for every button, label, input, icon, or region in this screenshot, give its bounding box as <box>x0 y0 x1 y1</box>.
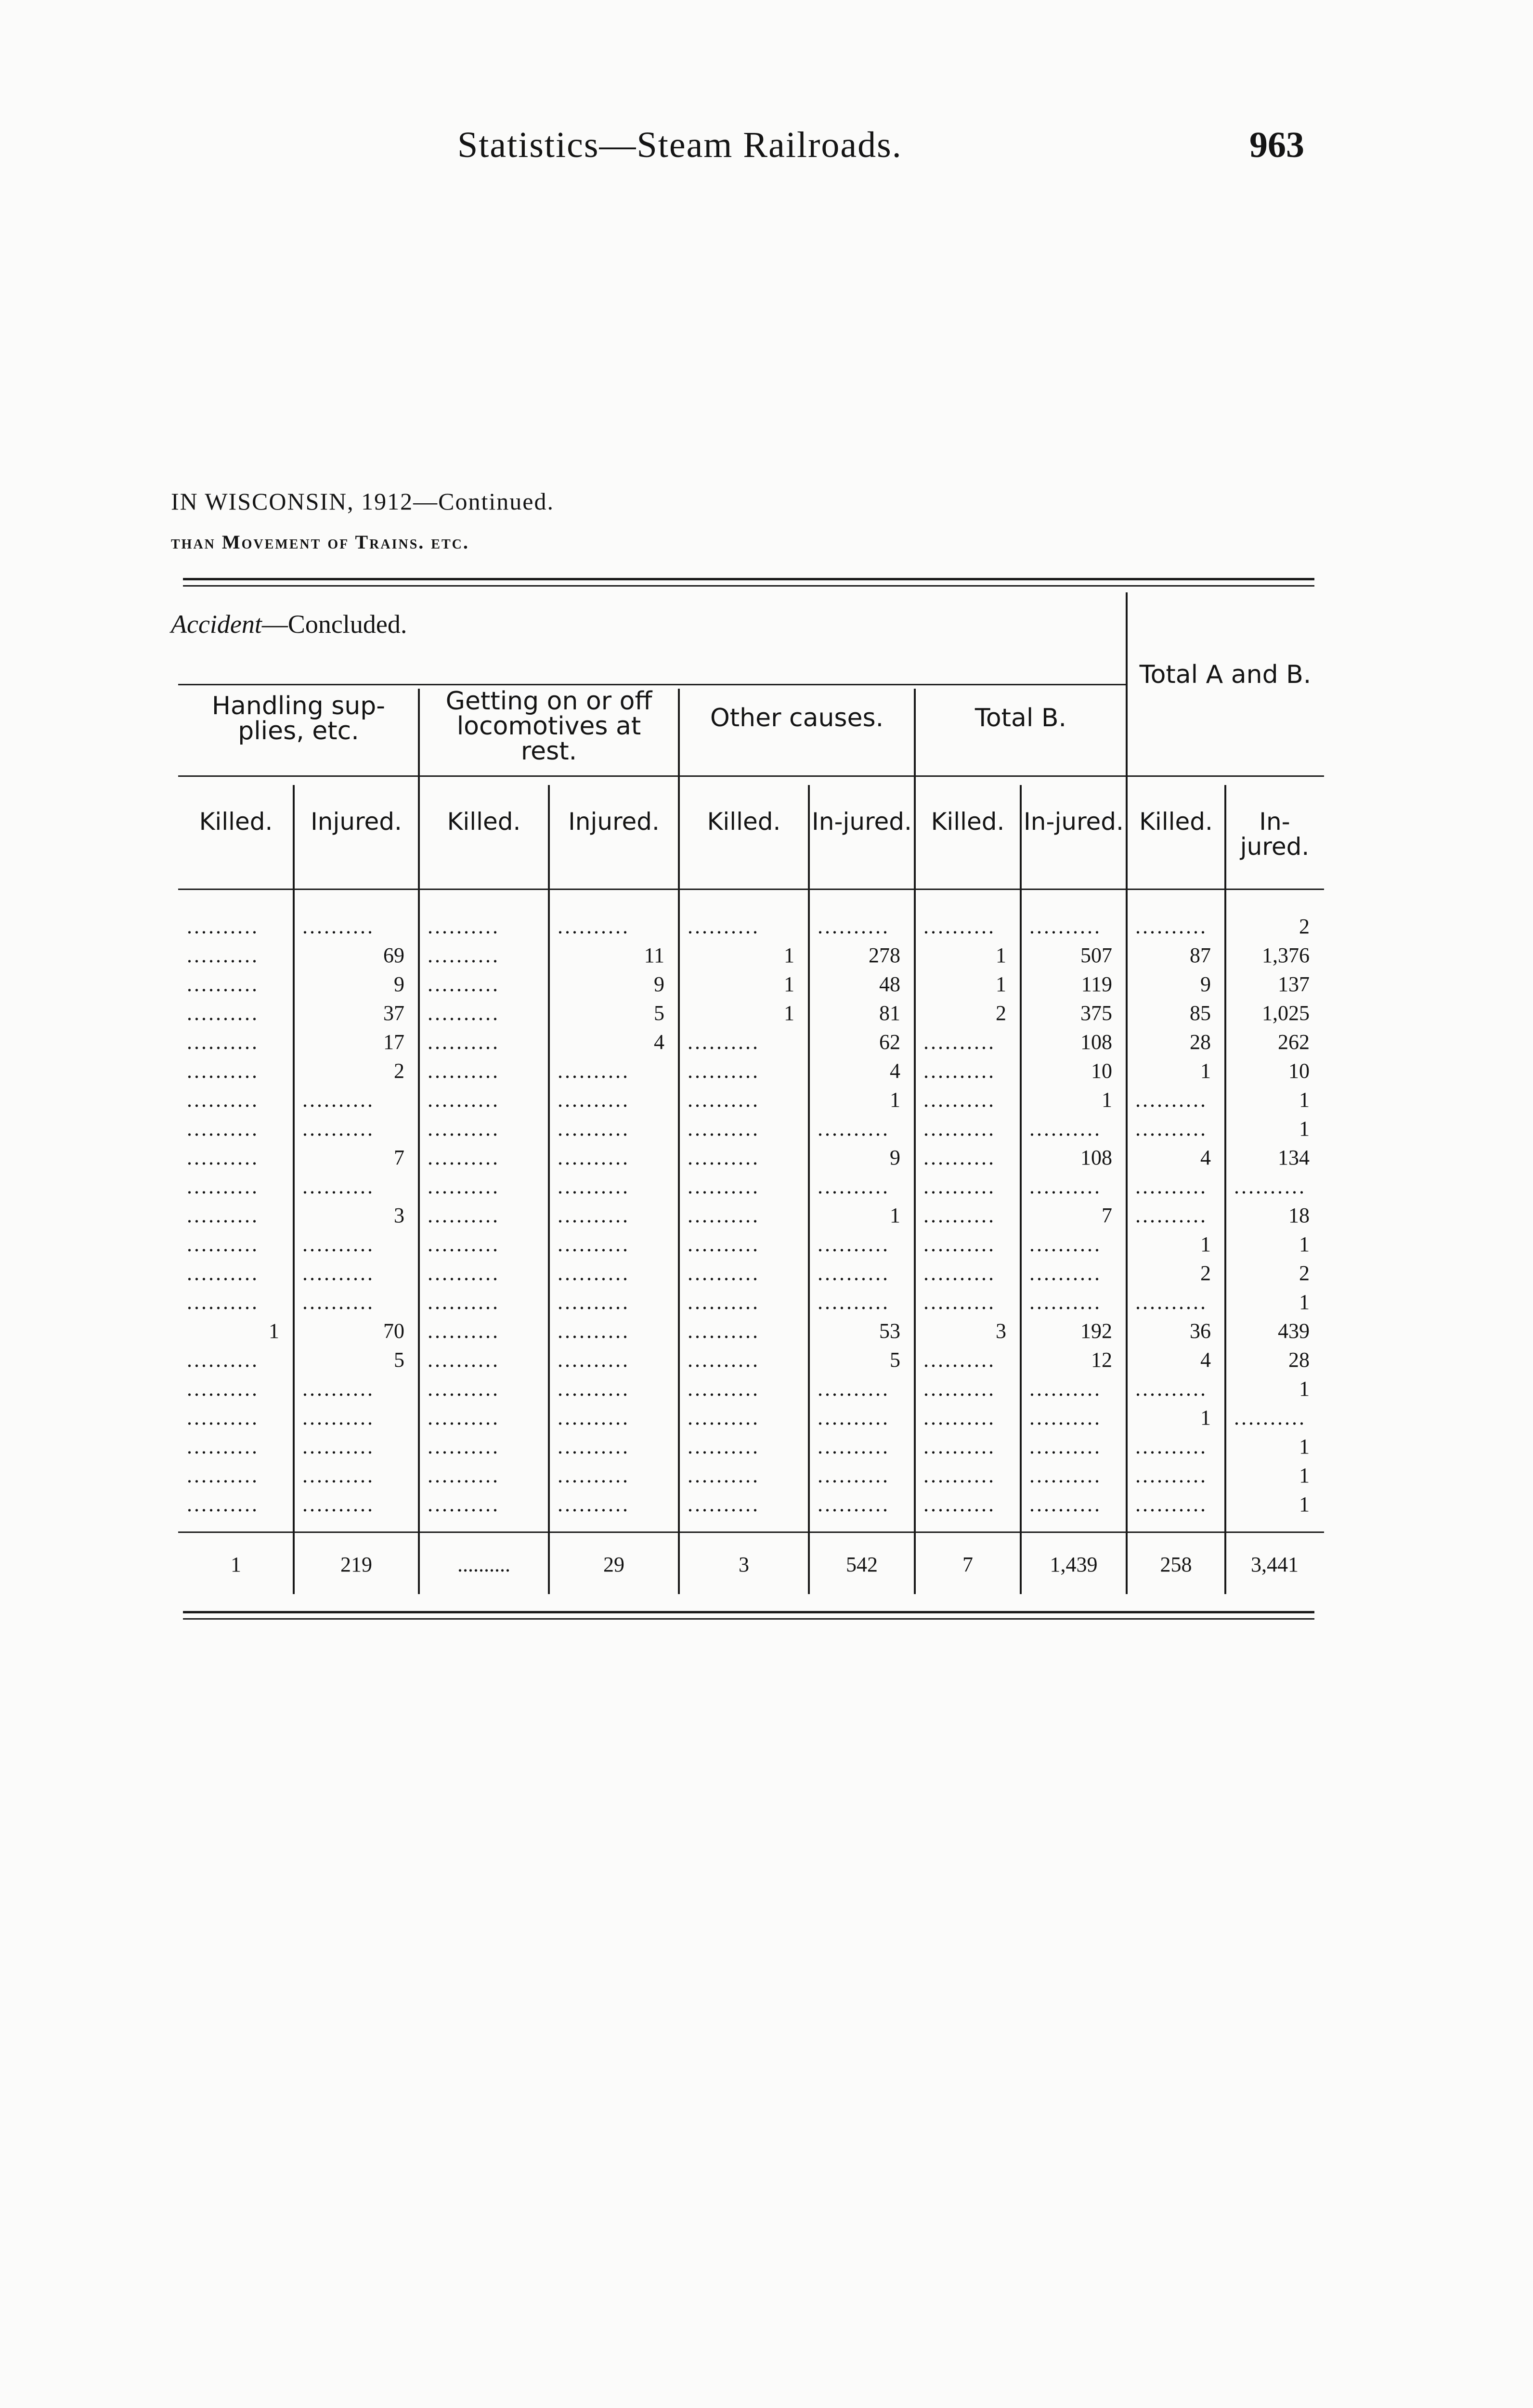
table-cell: .......... <box>558 1290 630 1314</box>
table-cell: .......... <box>558 1232 630 1256</box>
table-cell: 17 <box>383 1030 404 1054</box>
table-cell: 1 <box>1102 1088 1112 1112</box>
table-cell: 4 <box>1200 1348 1211 1372</box>
table-cell: .......... <box>688 1319 760 1343</box>
table-cell: .......... <box>923 1117 996 1140</box>
total-cell: 542 <box>846 1553 878 1576</box>
table-cell: .......... <box>818 1406 890 1429</box>
table-cell: .......... <box>923 1348 996 1372</box>
table-cell: 37 <box>383 1001 404 1025</box>
table-cell: .......... <box>558 1261 630 1285</box>
table-cell: .......... <box>923 1406 996 1429</box>
table-cell: .......... <box>688 1117 760 1140</box>
rule-under-column-header <box>178 889 1324 890</box>
table-cell: 28 <box>1190 1030 1211 1054</box>
column-header-3: Killed. <box>447 808 521 836</box>
table-cell: 119 <box>1081 972 1112 996</box>
table-cell: .......... <box>1135 1435 1208 1458</box>
table-cell: .......... <box>558 1348 630 1372</box>
table-cell: .......... <box>1029 1464 1102 1487</box>
column-divider-8 <box>1126 592 1128 1594</box>
group-header-4: Total B. <box>974 704 1067 733</box>
page-number: 963 <box>1249 125 1304 165</box>
column-divider-7 <box>1020 785 1022 1594</box>
table-cell: .......... <box>1029 1232 1102 1256</box>
table-cell: 11 <box>644 943 664 967</box>
table-cell: 4 <box>654 1030 664 1054</box>
table-cell: 1 <box>269 1319 279 1343</box>
table-cell: .......... <box>688 1232 760 1256</box>
table-cell: 1 <box>1299 1290 1310 1314</box>
table-cell: 69 <box>383 943 404 967</box>
table-cell: .......... <box>558 1204 630 1227</box>
table-cell: .......... <box>923 1492 996 1516</box>
table-cell: .......... <box>923 1377 996 1400</box>
table-cell: .......... <box>688 1464 760 1487</box>
column-divider-3 <box>548 785 550 1594</box>
column-header-1: Killed. <box>199 808 273 836</box>
table-cell: .......... <box>302 915 375 938</box>
table-cell: 85 <box>1190 1001 1211 1025</box>
table-cell: 439 <box>1278 1319 1310 1343</box>
table-cell: .......... <box>1029 1117 1102 1140</box>
table-cell: 1 <box>890 1088 900 1112</box>
table-cell: 3 <box>996 1319 1006 1343</box>
table-cell: .......... <box>428 1464 500 1487</box>
table-cell: 2 <box>1200 1261 1211 1285</box>
table-cell: .......... <box>428 1117 500 1140</box>
table-cell: .......... <box>1029 1377 1102 1400</box>
table-cell: .......... <box>923 1030 996 1054</box>
column-header-10: In-jured. <box>1240 808 1310 861</box>
table-cell: 5 <box>654 1001 664 1025</box>
table-cell: .......... <box>558 915 630 938</box>
table-cell: .......... <box>923 1175 996 1198</box>
table-cell: 28 <box>1288 1348 1310 1372</box>
table-cell: .......... <box>428 943 500 967</box>
table-cell: .......... <box>187 1117 259 1140</box>
column-header-8: In-jured. <box>1024 808 1124 836</box>
table-cell: .......... <box>428 1406 500 1429</box>
table-cell: .......... <box>302 1492 375 1516</box>
table-cell: 81 <box>879 1001 900 1025</box>
table-cell: 1 <box>996 943 1006 967</box>
table-cell: .......... <box>187 1059 259 1083</box>
table-cell: .......... <box>1234 1175 1306 1198</box>
table-cell: 1 <box>1200 1232 1211 1256</box>
table-cell: .......... <box>688 1406 760 1429</box>
statistics-table <box>178 655 1324 1594</box>
table-cell: 108 <box>1080 1146 1112 1169</box>
total-cell: 3 <box>739 1553 749 1576</box>
table-cell: .......... <box>558 1492 630 1516</box>
table-cell: .......... <box>187 1030 259 1054</box>
table-cell: .......... <box>818 1492 890 1516</box>
table-cell: .......... <box>302 1290 375 1314</box>
table-cell: .......... <box>187 1377 259 1400</box>
table-cell: 36 <box>1190 1319 1211 1343</box>
column-header-2: Injured. <box>311 808 402 836</box>
table-cell: .......... <box>187 1175 259 1198</box>
column-divider-5 <box>808 785 810 1594</box>
table-cell: .......... <box>428 1435 500 1458</box>
table-cell: 1 <box>996 972 1006 996</box>
table-cell: 87 <box>1190 943 1211 967</box>
table-cell: .......... <box>428 1290 500 1314</box>
table-cell: 1 <box>784 972 794 996</box>
table-cell: .......... <box>923 1146 996 1169</box>
table-cell: .......... <box>688 1348 760 1372</box>
table-cell: 2 <box>996 1001 1006 1025</box>
table-cell: .......... <box>428 1377 500 1400</box>
table-cell: .......... <box>688 1290 760 1314</box>
table-cell: .......... <box>187 1088 259 1112</box>
table-cell: .......... <box>558 1464 630 1487</box>
table-cell: 70 <box>383 1319 404 1343</box>
table-cell: .......... <box>187 1261 259 1285</box>
rule-under-label <box>178 684 1127 685</box>
table-cell: 1 <box>890 1204 900 1227</box>
table-cell: 278 <box>869 943 900 967</box>
total-cell: 1,439 <box>1050 1553 1098 1576</box>
table-cell: .......... <box>428 1261 500 1285</box>
table-cell: 1 <box>1299 1117 1310 1140</box>
table-cell: 62 <box>879 1030 900 1054</box>
table-cell: 10 <box>1288 1059 1310 1083</box>
bottom-rule-thin <box>183 1618 1314 1620</box>
table-cell: 9 <box>394 972 404 996</box>
table-cell: 1 <box>1299 1232 1310 1256</box>
table-cell: .......... <box>688 1030 760 1054</box>
table-cell: .......... <box>558 1435 630 1458</box>
table-cell: 137 <box>1278 972 1310 996</box>
table-cell: 9 <box>890 1146 900 1169</box>
table-cell: .......... <box>428 1319 500 1343</box>
table-cell: .......... <box>818 1232 890 1256</box>
table-cell: 5 <box>890 1348 900 1372</box>
table-cell: 10 <box>1091 1059 1112 1083</box>
table-cell: .......... <box>923 1059 996 1083</box>
table-cell: .......... <box>302 1232 375 1256</box>
total-cell: 29 <box>603 1553 624 1576</box>
bottom-rule <box>183 1611 1314 1613</box>
table-cell: .......... <box>302 1377 375 1400</box>
column-header-7: Killed. <box>931 808 1005 836</box>
table-cell: .......... <box>1029 1406 1102 1429</box>
table-cell: .......... <box>818 1290 890 1314</box>
table-cell: .......... <box>187 1204 259 1227</box>
top-rule <box>183 578 1314 580</box>
table-cell: .......... <box>428 1059 500 1083</box>
table-cell: .......... <box>818 1117 890 1140</box>
table-cell: .......... <box>187 1492 259 1516</box>
table-cell: .......... <box>818 1175 890 1198</box>
table-cell: .......... <box>688 1492 760 1516</box>
table-cell: 1 <box>784 943 794 967</box>
column-divider-9 <box>1224 785 1226 1594</box>
table-cell: .......... <box>1029 1261 1102 1285</box>
table-cell: .......... <box>688 1204 760 1227</box>
table-cell: .......... <box>1029 1435 1102 1458</box>
table-cell: 9 <box>654 972 664 996</box>
table-cell: 2 <box>394 1059 404 1083</box>
table-cell: 4 <box>1200 1146 1211 1169</box>
table-cell: 3 <box>394 1204 404 1227</box>
table-cell: 12 <box>1091 1348 1112 1372</box>
table-cell: .......... <box>688 1146 760 1169</box>
table-cell: .......... <box>558 1146 630 1169</box>
table-cell: .......... <box>428 1204 500 1227</box>
table-cell: .......... <box>187 972 259 996</box>
table-cell: 18 <box>1288 1204 1310 1227</box>
table-cell: .......... <box>428 1146 500 1169</box>
table-cell: .......... <box>428 1030 500 1054</box>
table-cell: .......... <box>187 1146 259 1169</box>
table-cell: .......... <box>187 1290 259 1314</box>
table-cell: .......... <box>1135 1204 1208 1227</box>
table-cell: .......... <box>688 1377 760 1400</box>
table-cell: .......... <box>923 1464 996 1487</box>
table-cell: 1 <box>1299 1492 1310 1516</box>
table-cell: .......... <box>1029 915 1102 938</box>
table-cell: .......... <box>688 1059 760 1083</box>
table-cell: .......... <box>302 1117 375 1140</box>
column-header-9: Killed. <box>1139 808 1213 836</box>
table-cell: .......... <box>187 1001 259 1025</box>
table-cell: .......... <box>558 1088 630 1112</box>
total-cell: .......... <box>457 1553 510 1576</box>
table-cell: .......... <box>923 1204 996 1227</box>
table-cell: .......... <box>187 1348 259 1372</box>
table-cell: 7 <box>1102 1204 1112 1227</box>
column-header-5: Killed. <box>707 808 781 836</box>
table-cell: .......... <box>1135 1464 1208 1487</box>
table-cell: 108 <box>1080 1030 1112 1054</box>
table-cell: .......... <box>923 1261 996 1285</box>
table-cell: .......... <box>187 1406 259 1429</box>
table-cell: .......... <box>818 915 890 938</box>
table-cell: .......... <box>187 1464 259 1487</box>
table-cell: .......... <box>428 915 500 938</box>
group-header-2: Getting on or off locomotives at rest. <box>445 687 652 766</box>
table-cell: .......... <box>1135 1175 1208 1198</box>
table-cell: .......... <box>187 1232 259 1256</box>
table-cell: .......... <box>923 915 996 938</box>
table-cell: .......... <box>923 1290 996 1314</box>
table-cell: 2 <box>1299 915 1310 938</box>
table-cell: .......... <box>558 1377 630 1400</box>
table-cell: .......... <box>1135 1088 1208 1112</box>
table-cell: .......... <box>688 915 760 938</box>
table-cell: .......... <box>1234 1406 1306 1429</box>
table-cell: 507 <box>1080 943 1112 967</box>
table-cell: .......... <box>1135 1117 1208 1140</box>
table-cell: .......... <box>923 1435 996 1458</box>
table-cell: .......... <box>688 1088 760 1112</box>
table-cell: .......... <box>558 1059 630 1083</box>
table-cell: 1 <box>1200 1406 1211 1429</box>
table-cell: .......... <box>1135 1492 1208 1516</box>
section-label-rest: —Concluded. <box>261 610 407 639</box>
table-cell: .......... <box>818 1464 890 1487</box>
table-cell: .......... <box>818 1261 890 1285</box>
group-header-3: Other causes. <box>710 704 884 733</box>
table-cell: 1 <box>1299 1464 1310 1487</box>
table-cell: .......... <box>1135 1290 1208 1314</box>
table-cell: .......... <box>1029 1175 1102 1198</box>
table-cell: 1 <box>1299 1377 1310 1400</box>
table-cell: .......... <box>1135 915 1208 938</box>
table-cell: .......... <box>688 1175 760 1198</box>
table-cell: .......... <box>688 1261 760 1285</box>
total-cell: 219 <box>340 1553 372 1576</box>
total-cell: 1 <box>231 1553 241 1576</box>
table-cell: .......... <box>558 1319 630 1343</box>
table-cell: .......... <box>688 1435 760 1458</box>
section-label <box>171 609 407 639</box>
table-cell: 1,376 <box>1262 943 1310 967</box>
table-cell: 4 <box>890 1059 900 1083</box>
table-cell: .......... <box>923 1232 996 1256</box>
table-cell: .......... <box>1029 1290 1102 1314</box>
table-cell: .......... <box>302 1088 375 1112</box>
group-header-5: Total A and B. <box>1139 660 1312 689</box>
page-header <box>0 124 1533 177</box>
column-header-4: Injured. <box>568 808 660 836</box>
table-cell: 1,025 <box>1262 1001 1310 1025</box>
table-cell: 9 <box>1200 972 1211 996</box>
table-cell: .......... <box>428 972 500 996</box>
table-cell: .......... <box>428 1175 500 1198</box>
group-header-1: Handling sup-plies, etc. <box>211 692 386 746</box>
table-cell: .......... <box>302 1406 375 1429</box>
table-cell: 2 <box>1299 1261 1310 1285</box>
table-cell: .......... <box>818 1435 890 1458</box>
table-cell: .......... <box>428 1001 500 1025</box>
table-cell: .......... <box>187 943 259 967</box>
table-cell: .......... <box>187 1435 259 1458</box>
table-cell: .......... <box>428 1348 500 1372</box>
table-cell: 262 <box>1278 1030 1310 1054</box>
table-cell: 192 <box>1080 1319 1112 1343</box>
table-cell: 1 <box>1299 1435 1310 1458</box>
rule-under-group-header <box>178 775 1324 777</box>
total-cell: 7 <box>962 1553 973 1576</box>
column-divider-1 <box>293 785 295 1594</box>
column-header-6: In-jured. <box>812 808 912 836</box>
table-cell: .......... <box>428 1088 500 1112</box>
table-cell: 48 <box>879 972 900 996</box>
table-cell: .......... <box>302 1261 375 1285</box>
table-cell: .......... <box>818 1377 890 1400</box>
table-cell: .......... <box>302 1464 375 1487</box>
section-label-italic: Accident <box>171 610 262 639</box>
table-cell: .......... <box>1135 1377 1208 1400</box>
table-cell: 5 <box>394 1348 404 1372</box>
table-cell: .......... <box>428 1492 500 1516</box>
table-cell: .......... <box>187 915 259 938</box>
table-cell: 1 <box>1299 1088 1310 1112</box>
rule-above-totals <box>178 1531 1324 1533</box>
table-cell: 134 <box>1278 1146 1310 1169</box>
running-title: Statistics—Steam Railroads. <box>457 125 902 165</box>
table-cell: 7 <box>394 1146 404 1169</box>
table-cell: .......... <box>302 1435 375 1458</box>
table-title-line1: IN WISCONSIN, 1912—Continued. <box>171 488 554 515</box>
table-cell: .......... <box>923 1088 996 1112</box>
table-cell: .......... <box>558 1406 630 1429</box>
table-cell: 53 <box>879 1319 900 1343</box>
table-cell: .......... <box>1029 1492 1102 1516</box>
total-cell: 3,441 <box>1251 1553 1299 1576</box>
table-title-line2: than Movement of Trains. etc. <box>171 531 469 553</box>
table-cell: .......... <box>558 1117 630 1140</box>
top-rule-thin <box>183 585 1314 587</box>
table-cell: .......... <box>302 1175 375 1198</box>
table-cell: .......... <box>558 1175 630 1198</box>
table-cell: 1 <box>784 1001 794 1025</box>
table-cell: 375 <box>1080 1001 1112 1025</box>
table-cell: 1 <box>1200 1059 1211 1083</box>
total-cell: 258 <box>1160 1553 1192 1576</box>
table-cell: .......... <box>428 1232 500 1256</box>
